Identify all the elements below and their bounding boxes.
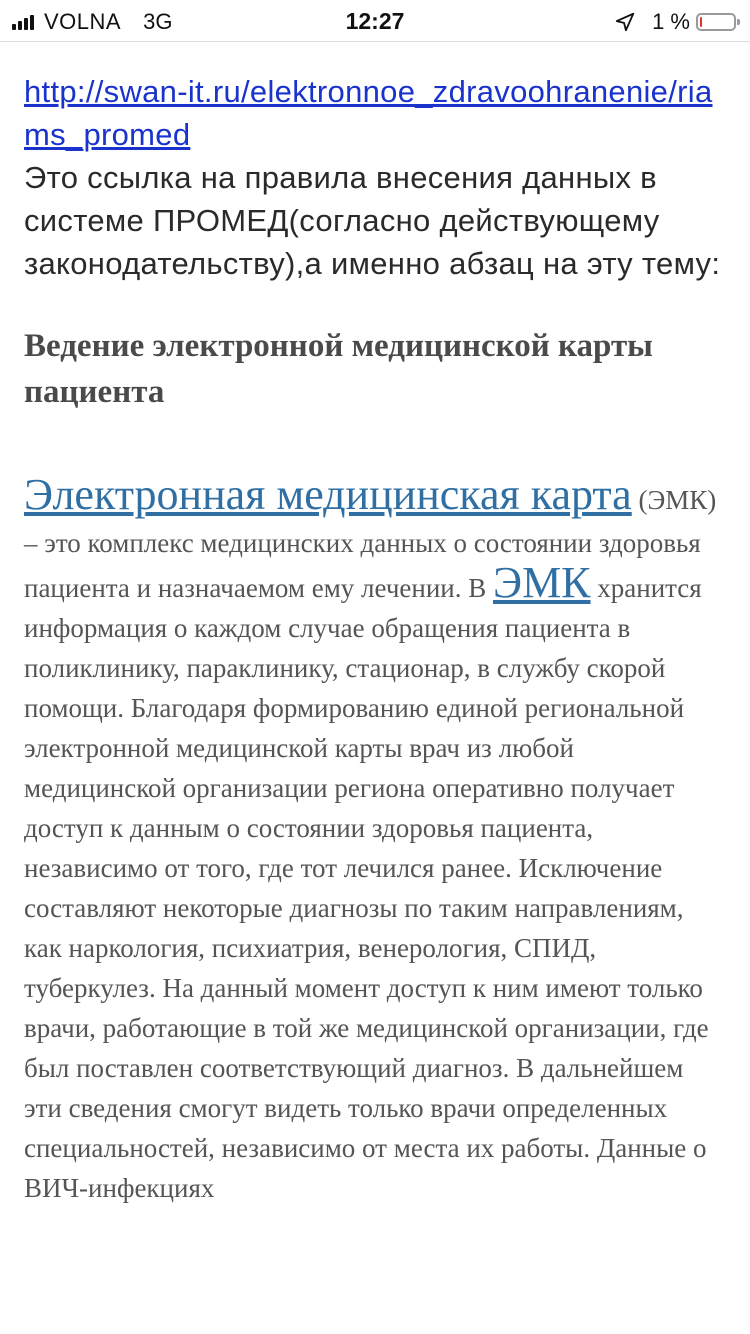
article-paragraph [24, 467, 726, 1208]
article-text-part-1: (ЭМК) – это комплекс медицинских данных о состоянии здоровья пациента и назначаемом ему лечении. В [24, 485, 717, 603]
carrier-name: VOLNA [44, 9, 122, 34]
clock: 12:27 [345, 8, 405, 34]
location-arrow-icon [614, 11, 636, 33]
battery-icon [696, 13, 736, 31]
network-type: 3G [143, 9, 173, 34]
status-right [614, 9, 736, 35]
status-bar [0, 0, 750, 42]
article-text-part-2: хранится информация о каждом случае обращения пациента в поликлинику, параклинику, стационар, в службу скорой помощи. Благодаря формированию единой региональной электронной медицинской карты врач из любой медицинской организации региона оперативно получает доступ к данным о состоянии здоровья пациента, независимо от того, где тот лечился ранее. Исключение составляют некоторые диагнозы по таким направлениям, как наркология, психиатрия, венерология, СПИД, туберкулез. На данный момент доступ к ним имеют только врачи, работающие в той же медицинской организации, где был поставлен соответствующий диагноз. В дальнейшем эти сведения смогут видеть только врачи определенных специальностей, независимо от места их работы. Данные о ВИЧ-инфекциях [24, 573, 709, 1203]
emk-short-link[interactable]: ЭМК [493, 558, 591, 607]
promed-rules-link[interactable]: http://swan-it.ru/elektronnoe_zdravoohranenie/riams_promed [24, 74, 713, 152]
intro-text: Это ссылка на правила внесения данных в системе ПРОМЕД(согласно действующему законодательству),а именно абзац на эту тему: [24, 160, 721, 281]
message-content [0, 42, 750, 1208]
battery-level [700, 17, 702, 27]
battery-percent: 1 % [652, 9, 690, 34]
emk-full-link[interactable]: Электронная медицинская карта [24, 470, 632, 519]
section-heading: Ведение электронной медицинской карты пациента [24, 328, 653, 410]
